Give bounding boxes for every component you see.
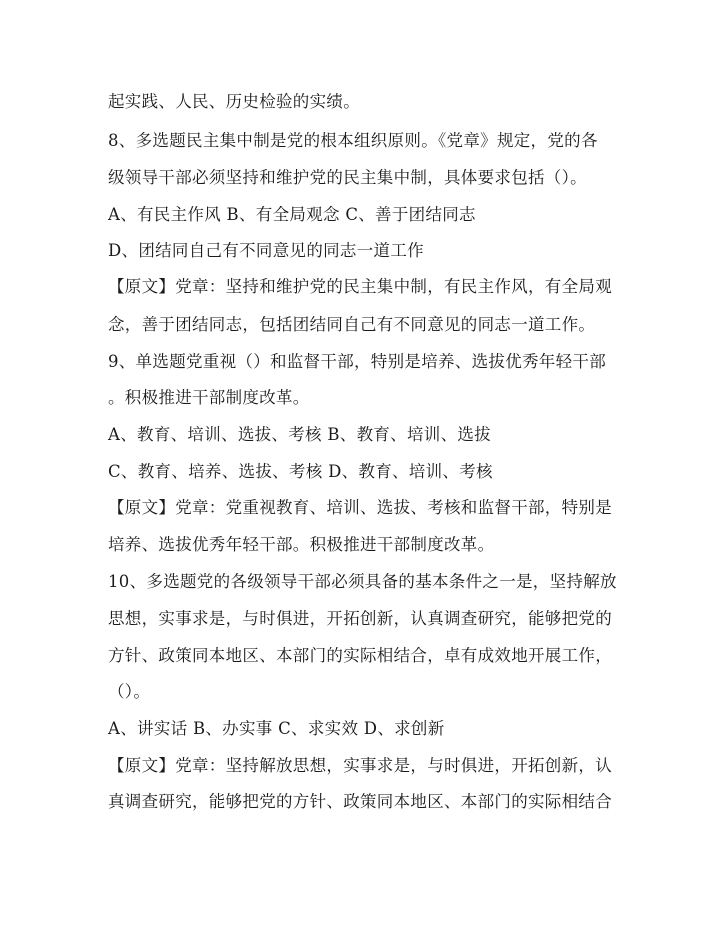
question-8-options: A、有民主作风 B、有全局观念 C、善于团结同志 — [108, 205, 476, 224]
text-line: 起实践、人民、历史检验的实绩。 — [108, 92, 360, 111]
question-8-options: D、团结同自己有不同意见的同志一道工作 — [108, 241, 424, 260]
question-10-stem: 思想，实事求是，与时俱进，开拓创新，认真调查研究，能够把党的 — [108, 609, 612, 628]
question-9-source: 培养、选拔优秀年轻干部。积极推进干部制度改革。 — [108, 535, 495, 554]
question-8-source: 念，善于团结同志，包括团结同自己有不同意见的同志一道工作。 — [108, 315, 596, 334]
question-9-stem: 。积极推进干部制度改革。 — [108, 388, 310, 407]
question-10-stem: 10、多选题党的各级领导干部必须具备的基本条件之一是，坚持解放 — [108, 572, 617, 591]
question-10-stem: （）。 — [108, 682, 151, 701]
question-10-source: 真调查研究，能够把党的方针、政策同本地区、本部门的实际相结合 — [108, 792, 612, 811]
question-8-stem: 8、多选题民主集中制是党的根本组织原则。《党章》规定，党的各 — [108, 131, 598, 150]
question-9-options: C、教育、培养、选拔、考核 D、教育、培训、考核 — [108, 462, 493, 481]
question-10-options: A、讲实话 B、办实事 C、求实效 D、求创新 — [108, 719, 445, 738]
question-10-stem: 方针、政策同本地区、本部门的实际相结合，卓有成效地开展工作， — [108, 646, 612, 665]
question-8-source: 【原文】党章：坚持和维护党的民主集中制，有民主作风，有全局观 — [108, 277, 612, 296]
question-9-stem: 9、单选题党重视（）和监督干部，特别是培养、选拔优秀年轻干部 — [108, 352, 606, 371]
question-10-source: 【原文】党章：坚持解放思想，实事求是，与时俱进，开拓创新，认 — [108, 756, 612, 775]
question-9-source: 【原文】党章：党重视教育、培训、选拔、考核和监督干部，特别是 — [108, 498, 612, 517]
question-8-stem: 级领导干部必须坚持和维护党的民主集中制，具体要求包括（）。 — [108, 168, 587, 187]
question-9-options: A、教育、培训、选拔、考核 B、教育、培训、选拔 — [108, 425, 491, 444]
